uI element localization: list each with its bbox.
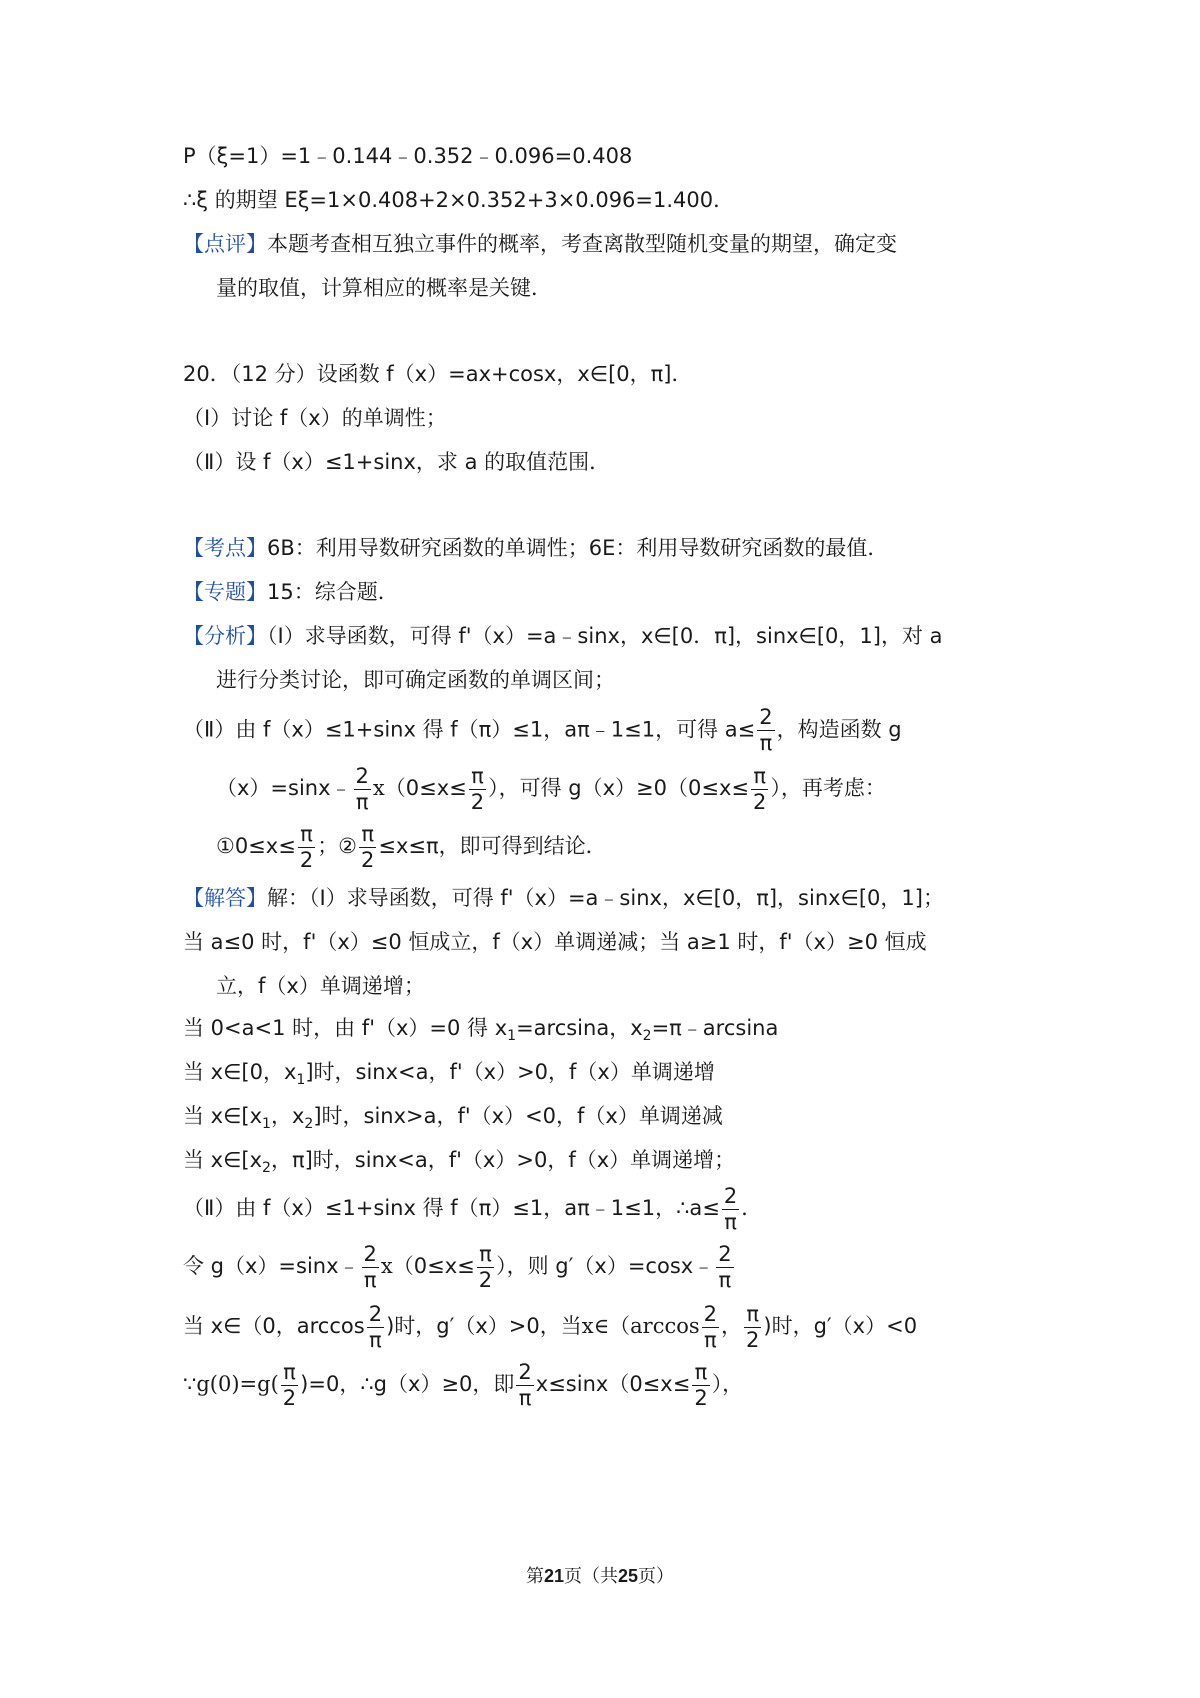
line-jieda-8 [183,1185,762,1233]
text: =arcsina，x [516,1016,643,1040]
question-20-part2: （Ⅱ）设 f（x）≤1+sinx，求 a 的取值范围． [183,450,611,474]
text: ，构造函数 g [776,717,902,742]
text: ；② [317,834,358,858]
tag-jieda: 【解答】 [183,886,267,910]
page-footer [0,1562,1200,1588]
numerator: π [753,763,767,788]
subscript: 1 [507,1028,517,1045]
line-fenxi-2: 进行分类讨论，即可确定函数的单调区间； [216,668,615,692]
numerator: 2 [355,763,369,788]
numerator: π [283,1359,296,1384]
text: ]时，sinx>a，f'（x）<0，f（x）单调递减 [313,1104,723,1128]
text: ， [721,1314,743,1338]
fraction-pi-over-2 [298,821,315,872]
fraction-2-over-pi [702,1301,719,1352]
subscript: 1 [296,1072,306,1089]
fraction-pi-over-2 [359,821,376,872]
line-expectation: ∴ξ 的期望 Eξ=1×0.408+2×0.352+3×0.096=1.400． [183,188,735,212]
text: 当 x∈（0，arccos [183,1314,365,1338]
line-jieda-3: 立，f（x）单调递增； [216,974,425,998]
subscript: 1 [262,1116,271,1133]
tag-fenxi: 【分析】 [183,624,267,648]
fraction-pi-over-2 [692,1359,709,1410]
page-number: 21 [543,1566,564,1586]
text: （Ⅱ）由 f（x）≤1+sinx 得 f（π）≤1，aπ﹣1≤1，∴a≤ [183,1196,720,1220]
line-jieda [183,883,944,913]
text: ∵g(0)=g( [183,1372,279,1396]
numerator: π [300,821,313,846]
fraction-2-over-pi [516,1359,533,1410]
denominator: 2 [746,1327,760,1352]
fraction-pi-over-2 [469,763,486,814]
denominator: π [367,1327,384,1351]
text: （0≤x≤ [392,1254,475,1278]
fraction-2-over-pi [757,707,774,754]
footer-text: 页） [638,1566,675,1587]
fraction-2-over-pi [367,1301,384,1352]
text: ]时，sinx<a，f'（x）>0，f（x）单调递增 [305,1060,715,1084]
dianping-text: 本题考查相互独立事件的概率，考查离散型随机变量的期望，确定变 [267,232,897,256]
text: ）， [711,1372,744,1396]
text: x≤sinx（0≤x≤ [535,1372,691,1396]
text: 当 x∈[x [183,1148,263,1172]
text: 当 x∈[x [183,1104,263,1128]
denominator: π [722,1209,739,1233]
denominator: π [716,1267,733,1291]
numerator: 2 [518,1359,532,1384]
line-fenxi-4 [216,765,886,813]
fraction-pi-over-2 [477,1241,494,1292]
zhuanti-text: 15：综合题． [267,580,399,604]
line-jieda-4 [183,1013,778,1051]
denominator: 2 [282,1385,297,1410]
numerator: 2 [368,1301,383,1326]
numerator: π [746,1301,760,1326]
line-p-xi1: P（ξ=1）=1﹣0.144﹣0.352﹣0.096=0.408 [183,144,633,168]
fraction-pi-over-2 [281,1359,298,1410]
fraction-2-over-pi [354,763,371,814]
question-20: 20．（12 分）设函数 f（x）=ax+cosx，x∈[0，π]． [183,362,693,386]
subscript: 2 [262,1160,271,1177]
tag-kaodian: 【考点】 [183,536,267,560]
line-fenxi [183,621,943,651]
text: 令 g（x）=sinx﹣ [183,1254,360,1278]
tag-dianping: 【点评】 [183,232,267,256]
text: )时，g′（x）<0 [763,1314,918,1338]
total-pages: 25 [618,1566,639,1586]
line-jieda-11 [183,1361,743,1409]
numerator: π [471,763,484,788]
kaodian-text: 6B：利用导数研究函数的单调性；6E：利用导数研究函数的最值． [267,536,889,560]
text: （0≤x≤ [384,776,467,800]
text: ），可得 g（x）≥0（0≤x≤ [488,776,749,800]
line-fenxi-5 [216,823,607,871]
denominator: π [354,789,371,813]
denominator: π [362,1267,379,1291]
question-20-part1: （Ⅰ）讨论 f（x）的单调性； [183,406,447,430]
line-dianping [183,229,897,259]
text: 当 x∈[0，x [183,1060,297,1084]
text: )=0，∴g（x）≥0，即 [300,1372,515,1396]
tag-zhuanti: 【专题】 [183,580,267,604]
text: ），则 g′（x）=cosx﹣ [496,1254,715,1278]
denominator: π [702,1327,719,1351]
line-kaodian [183,533,888,563]
fenxi-text: （Ⅰ）求导函数，可得 f'（x）=a﹣sinx，x∈[0．π]，sinx∈[0，1]，对 a [267,624,943,648]
numerator: π [361,821,375,846]
numerator: 2 [723,1183,738,1208]
fraction-pi-over-2 [744,1301,761,1352]
text: x∈（arccos [581,1314,700,1338]
text: ，π]时，sinx<a，f'（x）>0，f（x）单调递增； [270,1148,736,1172]
line-jieda-9 [183,1243,736,1291]
subscript: 2 [304,1116,314,1133]
text: ），再考虑： [770,776,886,800]
denominator: 2 [478,1267,493,1292]
line-fenxi-3 [183,707,902,754]
fraction-pi-over-2 [751,763,768,814]
var-x: x [380,1254,393,1278]
text: ，x [270,1104,305,1128]
var-x: x [372,776,385,800]
denominator: π [757,730,774,754]
text: 当 0<a<1 时，由 f'（x）=0 得 x [183,1016,508,1040]
footer-text: 第 [525,1566,544,1587]
jieda-text: 解：（Ⅰ）求导函数，可得 f'（x）=a﹣sinx，x∈[0，π]，sinx∈[0，1]； [267,886,944,910]
denominator: 2 [753,789,767,814]
text: ≤x≤π，即可得到结论． [378,834,607,858]
text: （x）=sinx﹣ [216,776,352,800]
text: ①0≤x≤ [216,834,296,858]
numerator: π [479,1241,492,1266]
line-jieda-10 [183,1303,917,1351]
line-dianping-cont: 量的取值，计算相应的概率是关键． [216,276,552,300]
fraction-2-over-pi [722,1183,739,1234]
text: )时，g′（x）>0，当 [386,1314,582,1338]
line-jieda-6 [183,1101,723,1139]
denominator: 2 [299,847,314,872]
text: （Ⅱ）由 f（x）≤1+sinx 得 f（π）≤1，aπ﹣1≤1，可得 a≤ [183,717,756,742]
denominator: 2 [470,789,485,814]
denominator: 2 [694,1385,708,1410]
fraction-2-over-pi [716,1241,733,1292]
subscript: 2 [642,1028,652,1045]
line-jieda-7 [183,1145,735,1183]
denominator: π [516,1385,533,1409]
line-jieda-5 [183,1057,715,1095]
fraction-2-over-pi [362,1241,379,1292]
numerator: 2 [718,1241,732,1266]
footer-text: 页（共 [564,1566,618,1587]
numerator: 2 [759,705,773,729]
line-jieda-2: 当 a≤0 时，f'（x）≤0 恒成立，f（x）单调递减；当 a≥1 时，f'（x）≥0 恒成 [183,930,927,954]
text: ． [741,1196,763,1220]
denominator: 2 [361,847,375,872]
line-zhuanti [183,577,399,607]
numerator: 2 [363,1241,377,1266]
numerator: 2 [703,1301,718,1326]
numerator: π [694,1359,708,1384]
text: =π﹣arcsina [651,1016,779,1040]
